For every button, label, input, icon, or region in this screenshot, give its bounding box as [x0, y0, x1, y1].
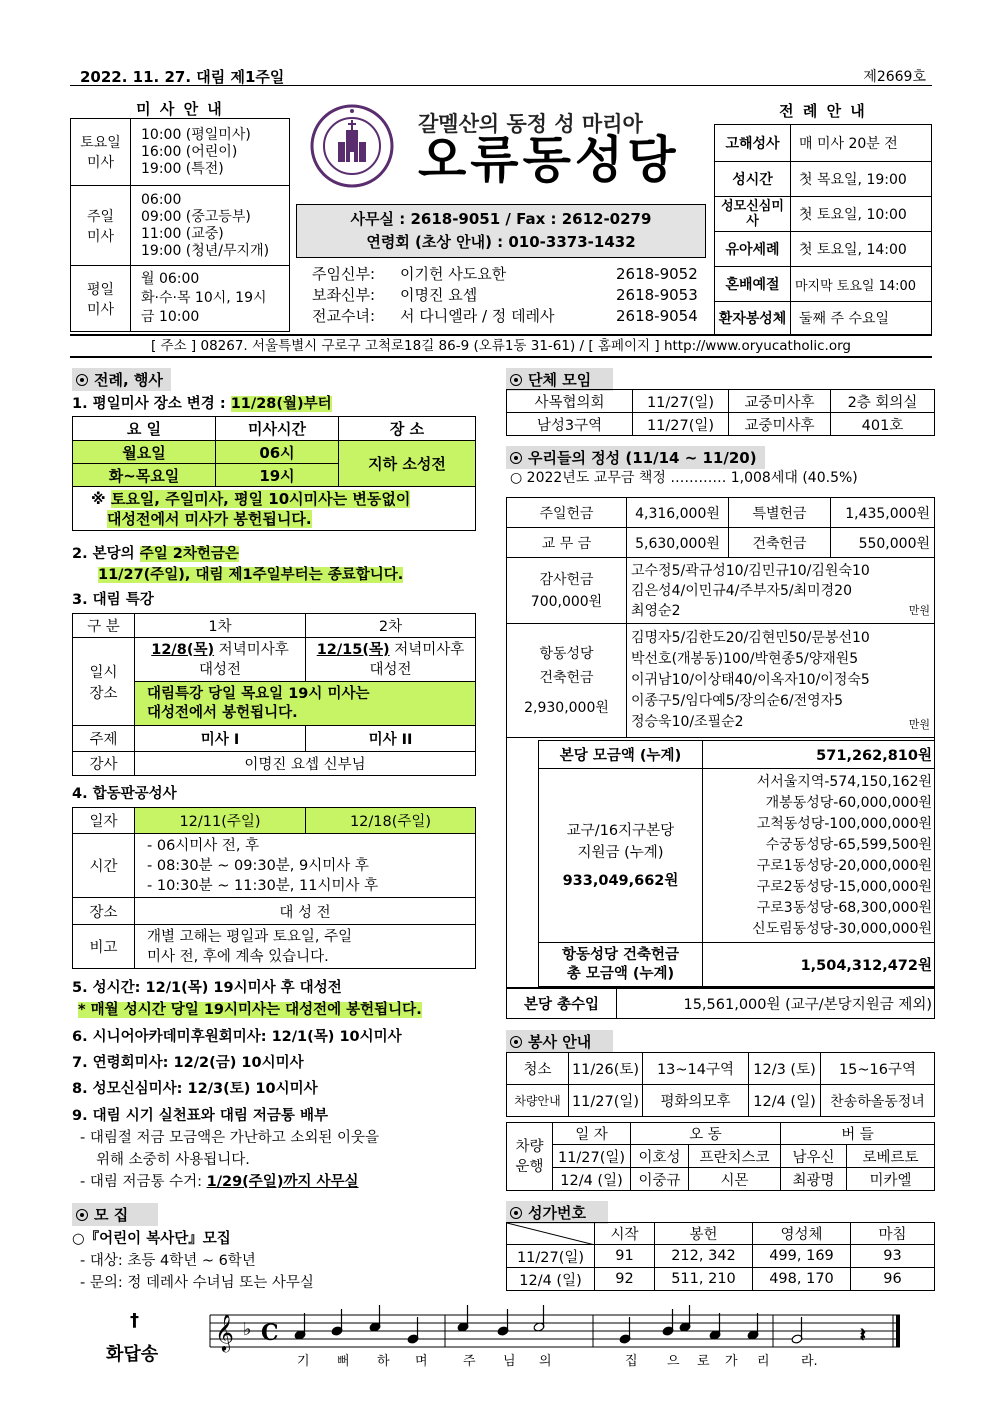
parish-subtitle: 갈멜산의 동정 성 마리아: [418, 112, 643, 136]
rest-icon: 𝄽: [860, 1325, 866, 1346]
advent-lecture-table: 구 분 1차 2차 일시 장소 12/8(목) 저녁미사후 대성전 12/15(목) 저녁미사후 대성전 대림특강 당일 목요일 19시 미사는 대성전에서 봉헌됩니다. 주제 미사 I 미사 II 강사 이명진 요셉 신부님: [72, 613, 476, 776]
mass-sun-label: 주일 미사: [71, 186, 131, 266]
mass-weekday-label: 평일 미사: [71, 266, 131, 332]
section-hymns: 성가번호: [506, 1201, 608, 1224]
parish-logo: [310, 104, 394, 188]
item9-title: 9. 대림 시기 실천표와 대림 저금통 배부: [72, 1108, 328, 1124]
item2: 2. 본당의 주일 2차헌금은: [72, 546, 239, 562]
driving-table: 차량 운행 일 자 오 동 버 들 11/27(일) 이호성 프란치스코 남우신 로베르토 12/4 (일) 이중규 시몬 최광명 미카엘: [506, 1122, 935, 1191]
section-groups: 단체 모임: [506, 368, 613, 391]
item4-title: 4. 합동판공성사: [72, 786, 177, 802]
psalm-staff: [205, 1305, 905, 1355]
section-liturgy-events: 전례, 행사: [72, 368, 171, 391]
lyric-syllable: 뻐: [337, 1354, 350, 1369]
lyric-syllable: 하: [377, 1354, 390, 1369]
lyric-syllable: 리: [757, 1354, 770, 1369]
svg-text:𝄞: 𝄞: [215, 1313, 234, 1351]
lyric-syllable: 집: [625, 1354, 638, 1369]
lyric-syllable: 의: [539, 1354, 552, 1369]
lyric-syllable: 가: [725, 1354, 738, 1369]
group-meeting-table: 사목협의회 11/27(일) 교중미사후 2층 회의실 남성3구역 11/27(일) 교중미사후 401호: [506, 389, 935, 436]
hymn-table: 시작 봉헌 영성체 마침 11/27(일) 91 212, 342 499, 169 93 12/4 (일) 92 511, 210 498, 170 96: [506, 1222, 935, 1291]
recruit-title: ○『어린이 복사단』모집: [72, 1231, 231, 1247]
liturgy-table: 고해성사 매 미사 20분 전 성시간 첫 목요일, 19:00 성모신심미사 첫 토요일, 10:00 유아세례 첫 토요일, 14:00 혼배예절 마지막 토요일 14:00 환자봉성체 둘째 주 수요일: [714, 124, 932, 335]
lyric-syllable: 으: [667, 1354, 680, 1369]
lyric-syllable: 로: [697, 1354, 710, 1369]
quota-line: ○ 2022년도 교무금 책정 ………… 1,008세대 (40.5%): [510, 470, 858, 486]
lyric-syllable: 기: [297, 1354, 310, 1369]
office-box: [296, 204, 706, 258]
mass-sat-label: 토요일 미사: [71, 119, 131, 186]
section-offerings: 우리들의 정성 (11/14 ~ 11/20): [506, 446, 765, 469]
lyric-syllable: 님: [503, 1354, 516, 1369]
cross-icon: †: [130, 1310, 139, 1331]
item6: 6. 시니어아카데미후원회미사: 12/1(목) 10시미사: [72, 1029, 402, 1045]
masthead-bar: [70, 64, 932, 86]
svg-text:C: C: [261, 1320, 279, 1346]
staff-list: 주임신부: 이기헌 사도요한 2618-9052 보좌신부: 이명진 요셉 2618-9053 전교수녀: 서 다니엘라 / 정 데레사 2618-9054: [312, 265, 698, 325]
address-bar: [ 주소 ] 08267. 서울특별시 구로구 고척로18길 86-9 (오류1동 31-61) / [ 홈페이지 ] http://www.oryucatholic.org: [70, 334, 932, 358]
weekday-mass-table: 요 일 미사시간 장 소 월요일 06시 지하 소성전 화~목요일 19시 ※ 토요일, 주일미사, 평일 10시미사는 변동없이 대성전에서 미사가 봉헌됩니다.: [72, 416, 476, 531]
section-recruit: 모 집: [72, 1203, 158, 1226]
mass-table: 토요일 미사 10:00 (평일미사) 16:00 (어린이) 19:00 (특전) 주일 미사 06:00 09:00 (중고등부) 11:00 (교중) 19:00 (청년/무지개) 평일 미사 월 06:00 화·수·목 10시, 19시 금 10:00: [70, 118, 290, 332]
liturgy-title: 전 례 안 내: [779, 102, 867, 120]
item7: 7. 연령회미사: 12/2(금) 10시미사: [72, 1055, 304, 1071]
funeral-assoc-phone: 연령회 (초상 안내) : 010-3373-1432: [366, 233, 636, 251]
issue-date: 2022. 11. 27. 대림 제1주일: [80, 68, 285, 86]
mass-title: 미 사 안 내: [136, 100, 224, 118]
office-phone: 사무실 : 2618-9051 / Fax : 2612-0279: [350, 210, 652, 228]
item5: 5. 성시간: 12/1(목) 19시미사 후 대성전: [72, 980, 342, 996]
item1-title: 1. 평일미사 장소 변경 : 11/28(월)부터: [72, 396, 332, 412]
lyric-syllable: 라.: [801, 1354, 818, 1369]
offering-table: 주일헌금 4,316,000원 특별헌금 1,435,000원 교 무 금 5,630,000원 건축헌금 550,000원 감사헌금 700,000원 고수정5/곽규성10/김민규10/김원숙10 김은성4/이민규4/주부자5/최미경20 최영순2 만원 항동성당 건축헌금 2,930,000원 김명자5/김한도20/김현민50/문봉선10 박선호(개봉동)100/박현종5/양재원5 이귀남10/이상태40/이옥자10/이정숙5 이종구5/임다예5/장의순6/전영자5 정승욱10/조필순2 만원: [506, 497, 935, 738]
confession-table: 일자 12/11(주일) 12/18(주일) 시간 - 06시미사 전, 후 - 08:30분 ~ 09:30분, 9시미사 후 - 10:30분 ~ 11:30분, 11시미사 후 장소 대 성 전 비고 개별 고해는 평일과 토요일, 주일 미사 전, 후에 계속 있습니다.: [72, 807, 476, 969]
total-income-table: 본당 총수입 15,561,000원 (교구/본당지원금 제외): [506, 988, 935, 1019]
section-service: 봉사 안내: [506, 1030, 613, 1053]
issue-number: 제2669호: [863, 69, 926, 85]
fund-totals-table: 본당 모금액 (누계) 571,262,810원 교구/16지구본당 지원금 (누계) 933,049,662원 서서울지역-574,150,162원 개봉동성당-60,000,000원 고척동성당-100,000,000원 수궁동성당-65,599,500원 구로1동성당-20,000,000원 구로2동성당-15,000,000원 구로3동성당-68,300,000원 신도림동성당-30,000,000원 항동성당 건축헌금 총 모금액 (누계) 1,504,312,472원: [538, 740, 935, 987]
psalm-label: 화답송: [106, 1344, 159, 1365]
lyric-syllable: 주: [463, 1354, 476, 1369]
lyric-syllable: 며: [415, 1354, 428, 1369]
item8: 8. 성모신심미사: 12/3(토) 10시미사: [72, 1081, 318, 1097]
parish-name: 오류동성당: [418, 131, 680, 189]
service-table: 청소 11/26(토) 13~14구역 12/3 (토) 15~16구역 차량안내 11/27(일) 평화의모후 12/4 (일) 찬송하올동정녀: [506, 1052, 935, 1117]
psalm-lyrics: [205, 1350, 905, 1372]
svg-text:♭: ♭: [243, 1319, 252, 1340]
item3-title: 3. 대림 특강: [72, 592, 154, 608]
